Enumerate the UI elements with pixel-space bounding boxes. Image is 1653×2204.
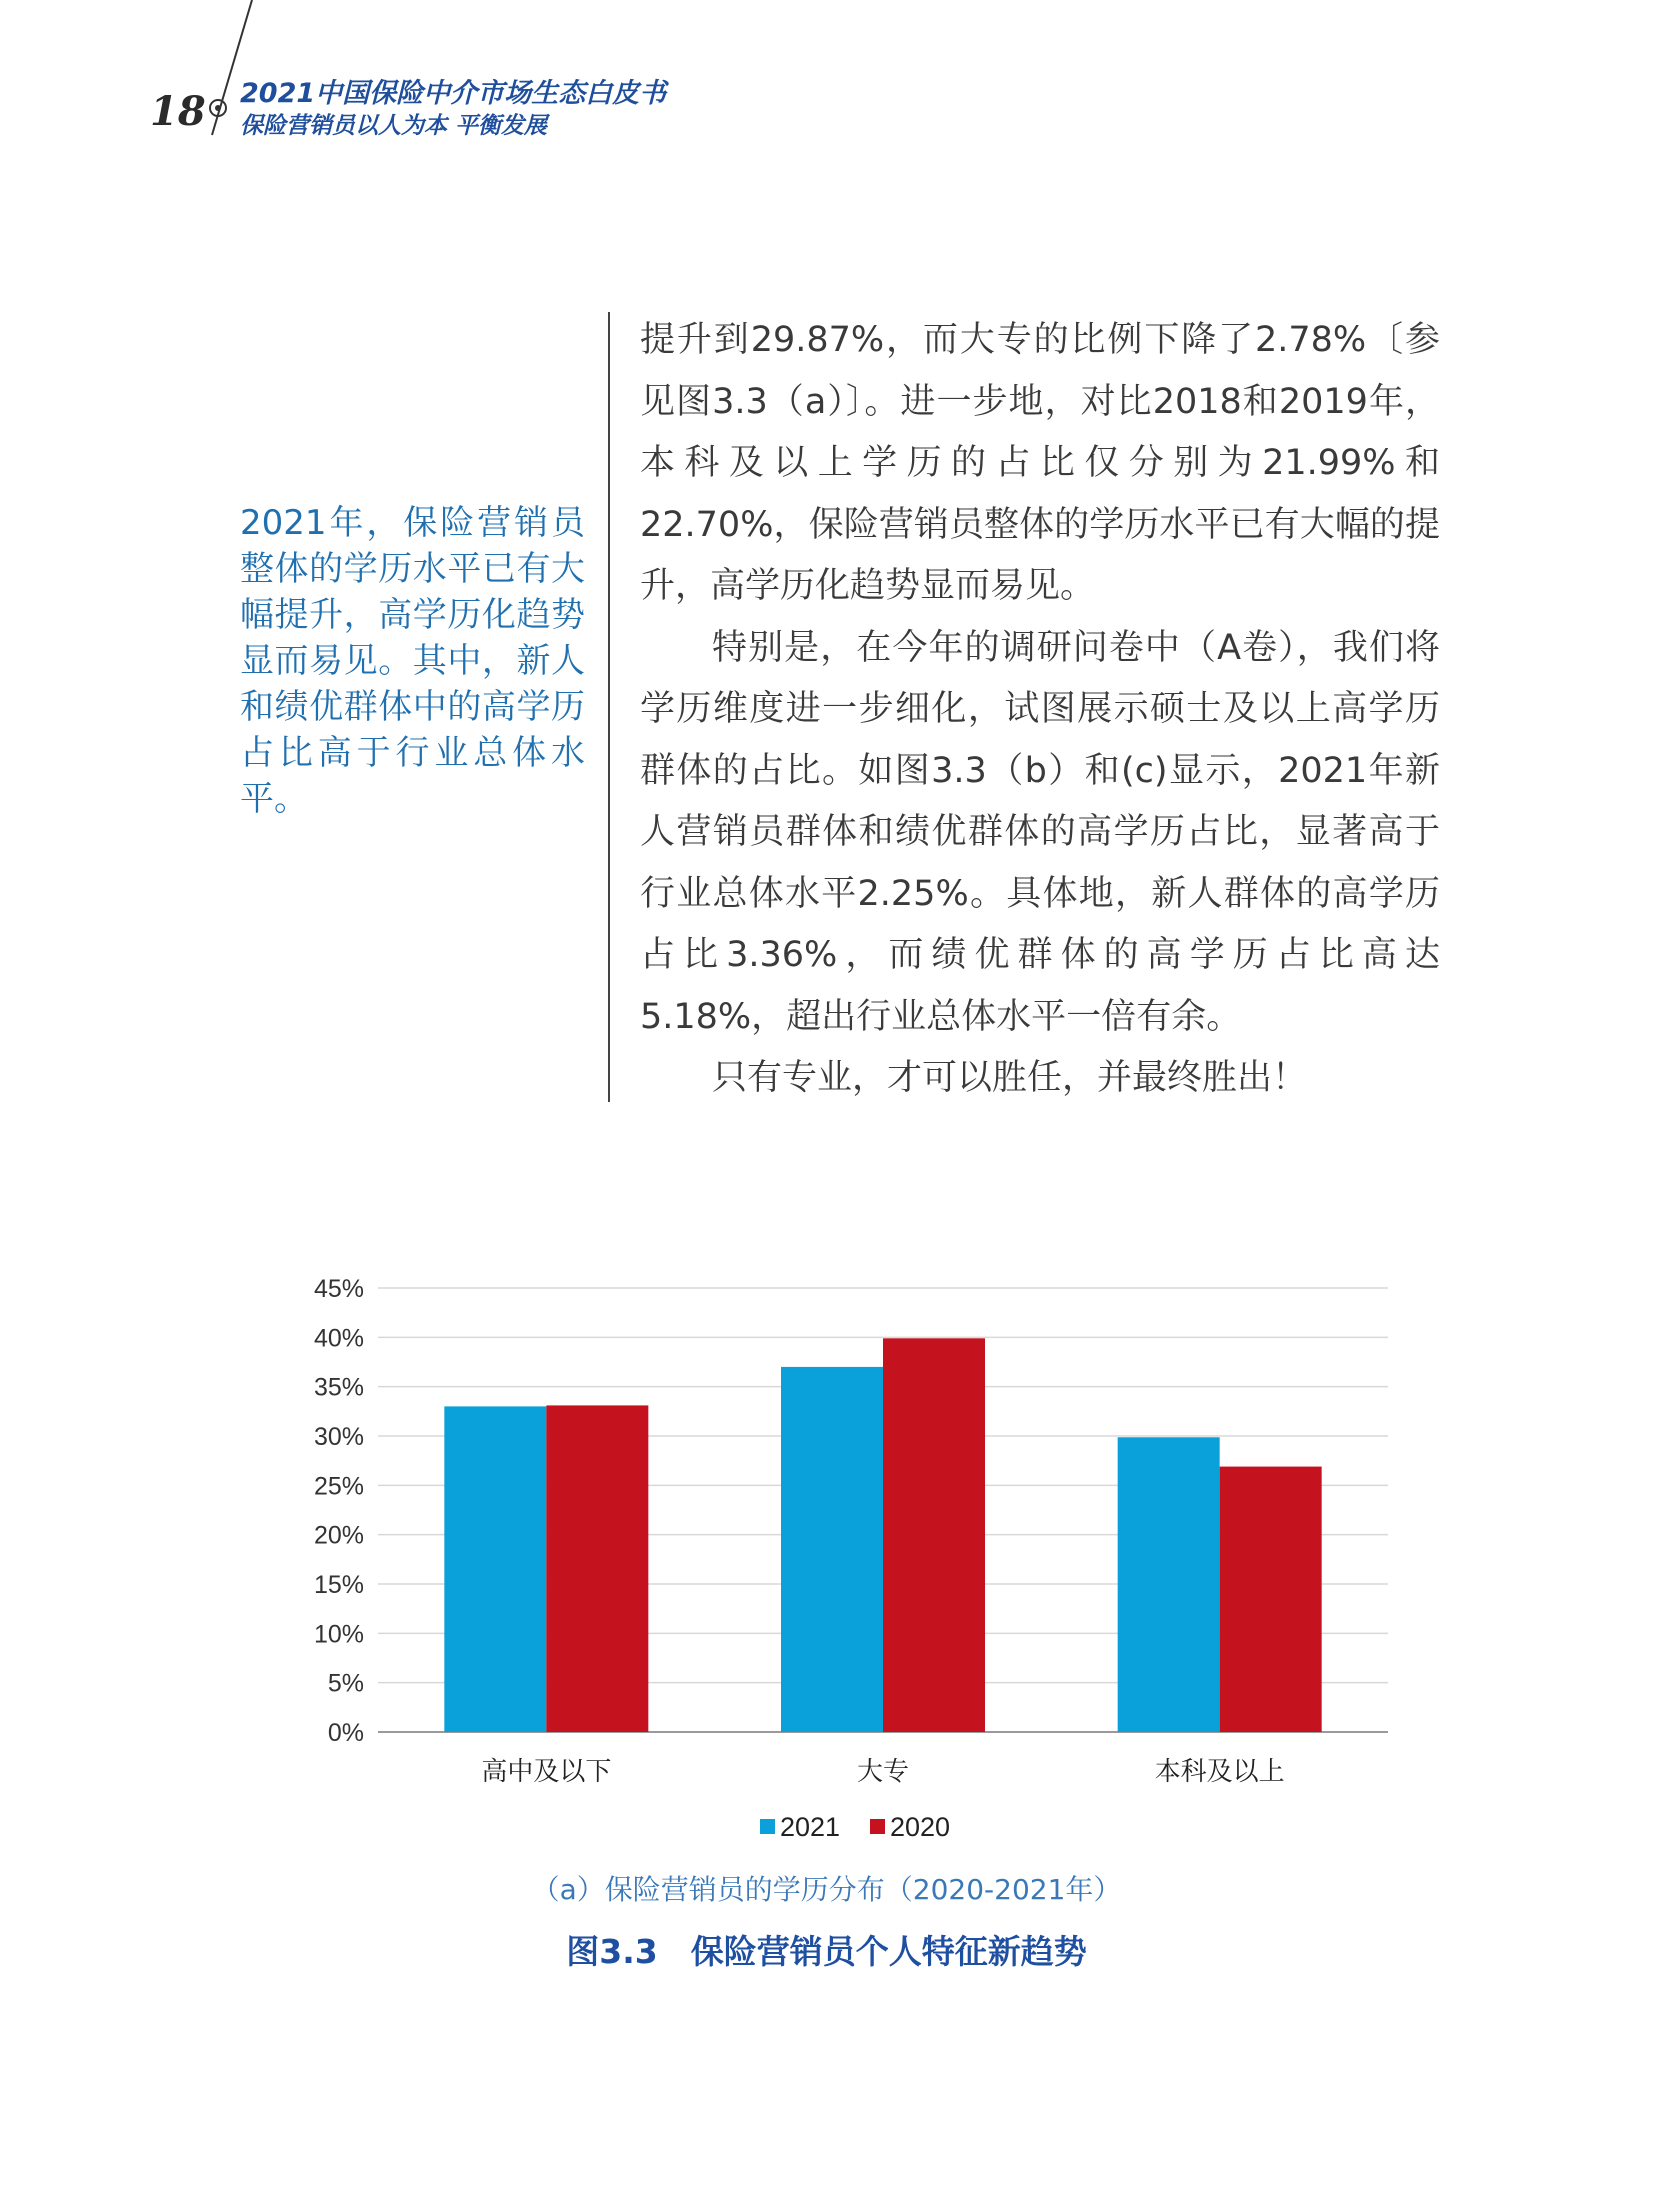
- y-tick-label: 25%: [313, 1472, 364, 1501]
- body-text: [640, 310, 1440, 1110]
- y-tick-label: 40%: [313, 1324, 364, 1353]
- education-bar-chart: [270, 1260, 1400, 1890]
- legend-swatch-2020: [870, 1819, 885, 1834]
- bar-2020-3: [1220, 1467, 1322, 1732]
- y-tick-label: 10%: [313, 1620, 364, 1649]
- legend-label-2021: 2021: [780, 1812, 841, 1842]
- figure-subcaption: （a）保险营销员的学历分布（2020-2021年）: [531, 1873, 1122, 1906]
- bar-2021-1: [444, 1406, 546, 1732]
- x-category-label: 高中及以下: [481, 1756, 612, 1786]
- vertical-divider: [608, 312, 610, 1102]
- x-category-label: 大专: [856, 1756, 910, 1786]
- y-tick-label: 35%: [313, 1373, 364, 1402]
- y-tick-label: 45%: [313, 1275, 364, 1303]
- paragraph-1: 提升到29.87%，而大专的比例下降了2.78%〔参见图3.3（a）〕。进一步地，对比2018和2019年，本科及以上学历的占比仅分别为21.99%和22.70%，保险营销员整体的学历水平已有大幅的提升，高学历化趋势显而易见。: [640, 320, 1440, 606]
- legend-swatch-2021: [760, 1819, 775, 1834]
- y-tick-label: 30%: [313, 1423, 364, 1451]
- x-category-label: 本科及以上: [1154, 1756, 1285, 1786]
- figure-caption: 图3.3 保险营销员个人特征新趋势: [566, 1932, 1087, 1971]
- page-number: 18: [150, 88, 206, 135]
- bar-2020-2: [883, 1338, 985, 1732]
- bar-2020-1: [546, 1405, 648, 1732]
- bar-2021-2: [781, 1367, 883, 1732]
- paragraph-2: 特别是，在今年的调研问卷中（A卷），我们将学历维度进一步细化，试图展示硕士及以上高学历群体的占比。如图3.3（b）和(c)显示，2021年新人营销员群体和绩优群体的高学历占比，显著高于行业总体水平2.25%。具体地，新人群体的高学历占比3.36%，而绩优群体的高学历占比高达5.18%，超出行业总体水平一倍有余。: [640, 627, 1440, 1037]
- header-subtitle: 保险营销员以人为本 平衡发展: [240, 113, 548, 139]
- side-note: 2021年，保险营销员整体的学历水平已有大幅提升，高学历化趋势显而易见。其中，新人和绩优群体中的高学历占比高于行业总体水平。: [240, 503, 585, 819]
- header-title: 2021中国保险中介市场生态白皮书: [240, 78, 667, 109]
- paragraph-3: 只有专业，才可以胜任，并最终胜出！: [712, 1058, 1308, 1098]
- bar-2021-3: [1118, 1437, 1220, 1732]
- y-tick-label: 5%: [327, 1669, 364, 1698]
- y-tick-label: 20%: [313, 1521, 364, 1550]
- y-tick-label: 0%: [327, 1719, 364, 1747]
- y-tick-label: 15%: [313, 1571, 364, 1599]
- legend-label-2020: 2020: [890, 1812, 951, 1842]
